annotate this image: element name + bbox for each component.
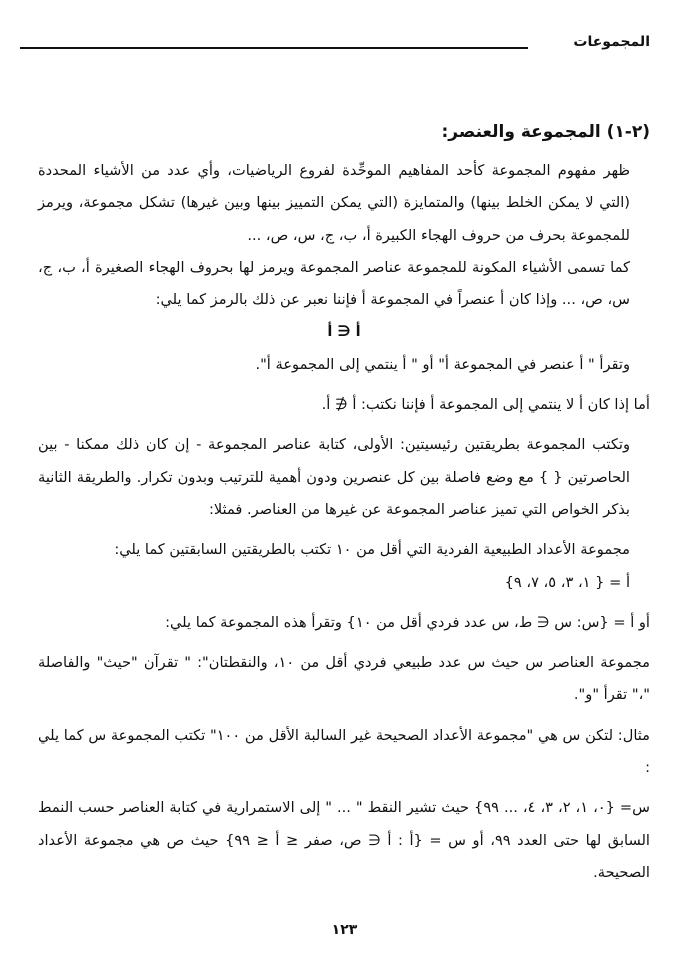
paragraph-methods: وتكتب المجموعة بطريقتين رئيسيتين: الأولى، كتابة عناصر المجموعة - إن كان ذلك ممكنا - بين الحاصرتين { } مع وضع فاصلة بين كل عنصرين ودون أهمية للترتيب وبدون تكرار. والطريقة الثانية بذكر الخواص التي تميز عناصر المجموعة عن غيرها من العناصر. فمثلا: — [38, 436, 630, 518]
example2-set: س= {٠، ١، ٢، ٣، ٤، ... ٩٩} حيث تشير النقط " ... " إلى الاستمرارية في كتابة العناصر حسب النمط السابق لها حتى العدد ٩٩، أو س = {أ : أ ∈ ص، صفر ≤ أ ≤ ٩٩} حيث ص هي مجموعة الأعداد الصحيحة. — [38, 799, 650, 881]
page-number: ١٢٣ — [331, 922, 358, 938]
membership-symbol: أ ∈ أ — [327, 323, 361, 341]
example-intro: مجموعة الأعداد الطبيعية الفردية التي أقل من ١٠ تكتب بالطريقتين السابقتين كما يلي: — [114, 541, 630, 559]
example-set: أ = { ١، ٣، ٥، ٧، ٩} — [504, 573, 630, 591]
example-builder: أو أ = {س: س ∈ ط، س عدد فردي أقل من ١٠} وتقرأ هذه المجموعة كما يلي: — [165, 613, 650, 631]
page-content — [38, 112, 650, 889]
example-reading: مجموعة العناصر س حيث س عدد طبيعي فردي أقل من ١٠، والنقطتان": " تقرآن "حيث" والفاصلة "،" تقرأ "و". — [38, 654, 650, 704]
example2: مثال: لتكن س هي "مجموعة الأعداد الصحيحة غير السالبة الأقل من ١٠٠" تكتب المجموعة س كما يلي : — [38, 726, 650, 777]
read-as-line: وتقرأ " أ عنصر في المجموعة أ" أو " أ ينتمي إلى المجموعة أ". — [255, 355, 630, 373]
chapter-title: المجموعات — [573, 34, 650, 50]
header-rule — [20, 47, 528, 49]
section-heading: (٢-١) المجموعة والعنصر: — [441, 122, 650, 142]
paragraph-elements: كما تسمى الأشياء المكونة للمجموعة عناصر المجموعة ويرمز لها بحروف الهجاء الصغيرة أ، ب، ج، س، ص، ... وإذا كان أ عنصراً في المجموعة أ فإننا نعبر عن ذلك بالرمز كما يلي: — [38, 258, 630, 309]
paragraph-definition: ظهر مفهوم المجموعة كأحد المفاهيم الموحِّدة لفروع الرياضيات، وأي عدد من الأشياء المحددة (التي لا يمكن الخلط بينها) والمتمايزة (التي يمكن التمييز بينها وبين غيرها) تشكل مجموعة، ويرمز للمجموعة بحرف من حروف الهجاء الكبيرة أ، ب، ج، س، ص، ... — [38, 162, 630, 244]
not-member-line: أما إذا كان أ لا ينتمي إلى المجموعة أ فإننا نكتب: أ ∉ أ. — [321, 396, 650, 414]
running-header — [20, 32, 650, 54]
